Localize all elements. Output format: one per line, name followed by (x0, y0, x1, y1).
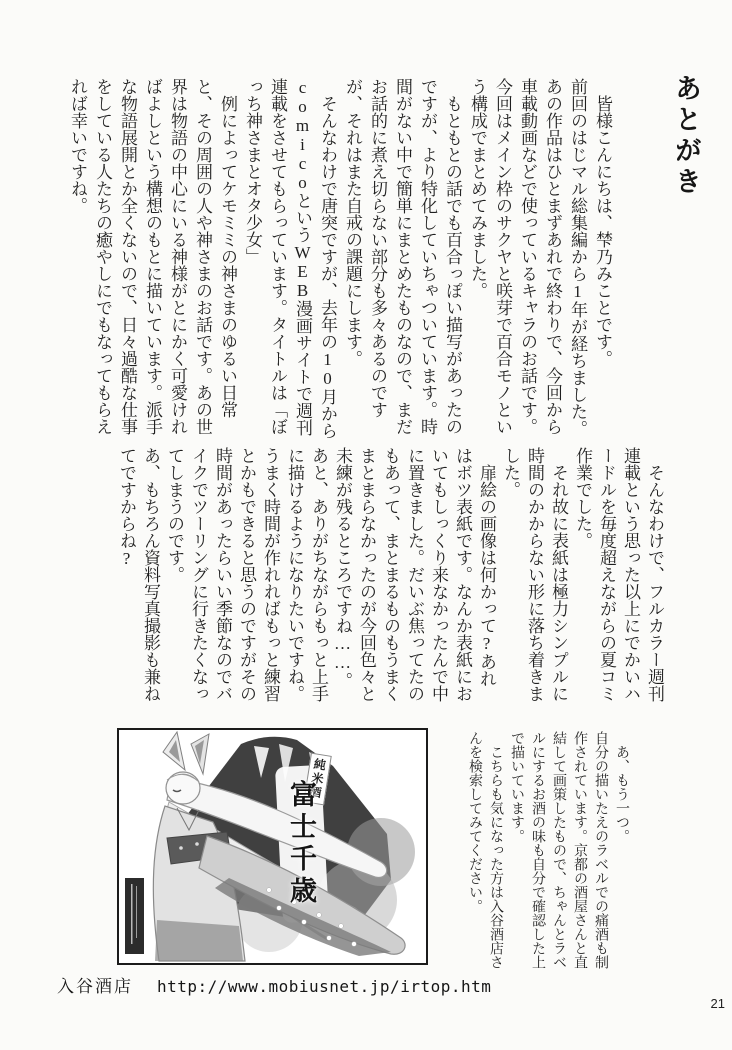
website-url: http://www.mobiusnet.jp/irtop.htm (157, 977, 492, 996)
paragraph: 例によってケモミミの神さまのゆるい日常と、その周囲の人や神さまのお話です。あの世界は物語の中心にいる神様がとにかく可愛ければよしという構想のもとに描いています。派手な物語展開とか全くないので、日々過酷な仕事をしている人たちの癒やしにでもなってもらえれば幸いですね。 (68, 78, 237, 435)
paragraph: そんなわけで、フルカラー週刊連載という思った以上にでかいハードルを毎度超えながらの夏コミ作業でした。 (573, 447, 664, 702)
paragraph: こちらも気になった方は入谷酒店さんを検索してみてください。 (467, 731, 503, 969)
paragraph: あと、ありがちながらもっと上手に描けるようになりたいですね。うまく時間が作れればもっと練習とかもできると思うのですがその時間があったらいい季節なのでバイクでツーリングに行きたくなってしまうのです。 (165, 447, 328, 702)
afterword-middle-block (48, 447, 666, 703)
paragraph: 自分の描いたえのラベルでの痛酒も制作されています。京都の酒屋さんと直結して画策したもので、ちゃんとラベルにするお酒の味も自分で確認した上で描いています。 (509, 731, 608, 969)
afterword-bottom-block (438, 731, 632, 969)
sake-name-label: 富士千歳 (286, 780, 316, 908)
paragraph: そんなわけで唐突ですが、去年の10月からcomicoというWEB漫画サイトで週刊連載をさせてもらっています。タイトルは「ぼっち神さまとオタ少女」 (243, 78, 337, 439)
paragraph: 扉絵の画像は何かって?あれはボツ表紙です。なんか表紙においてもしっくり来なかったんで中に置きました。だいぶ焦ってたのもあって、まとまるものもうまくまとまらなかったのが今回色々と未練が残るところですね……。 (333, 447, 496, 702)
afterword-top-block (57, 78, 615, 440)
page-number: 21 (710, 996, 725, 1011)
paragraph: もともとの話でも百合っぽい描写があったのですが、より特化していちゃついています。時間がない中で簡単にまとめたものなので、まだお話的に煮え切らない部分も多々あるのですが、それはまた自戒の課題にします。 (343, 78, 462, 435)
paragraph: 前回のはじマル総集編から1年が経ちました。あの作品はひとまずあれで終わりで、今回から車載動画などで使っているキャラのお話です。今回はメイン枠のサクヤと咲芽で百合モノという構成でまとめてみました。 (468, 78, 587, 437)
sake-type-label: 純米酒 (303, 753, 332, 806)
shop-name: 入谷酒店 (57, 977, 133, 996)
paragraph: あ、もう一つ。 (614, 745, 629, 843)
fox-girl-fuji-illustration (119, 730, 426, 963)
sake-label-illustration-frame (117, 728, 428, 965)
paragraph: 皆様こんにちは、梺乃みことです。 (593, 95, 612, 367)
footer-credit (57, 972, 491, 997)
paragraph: あ、もちろん資料写真撮影も兼ねてですからね? (117, 447, 160, 702)
page-title: あとがき (671, 74, 701, 198)
paragraph: それ故に表紙は極力シンプルに時間のかからない形に落ち着きました。 (501, 447, 568, 702)
